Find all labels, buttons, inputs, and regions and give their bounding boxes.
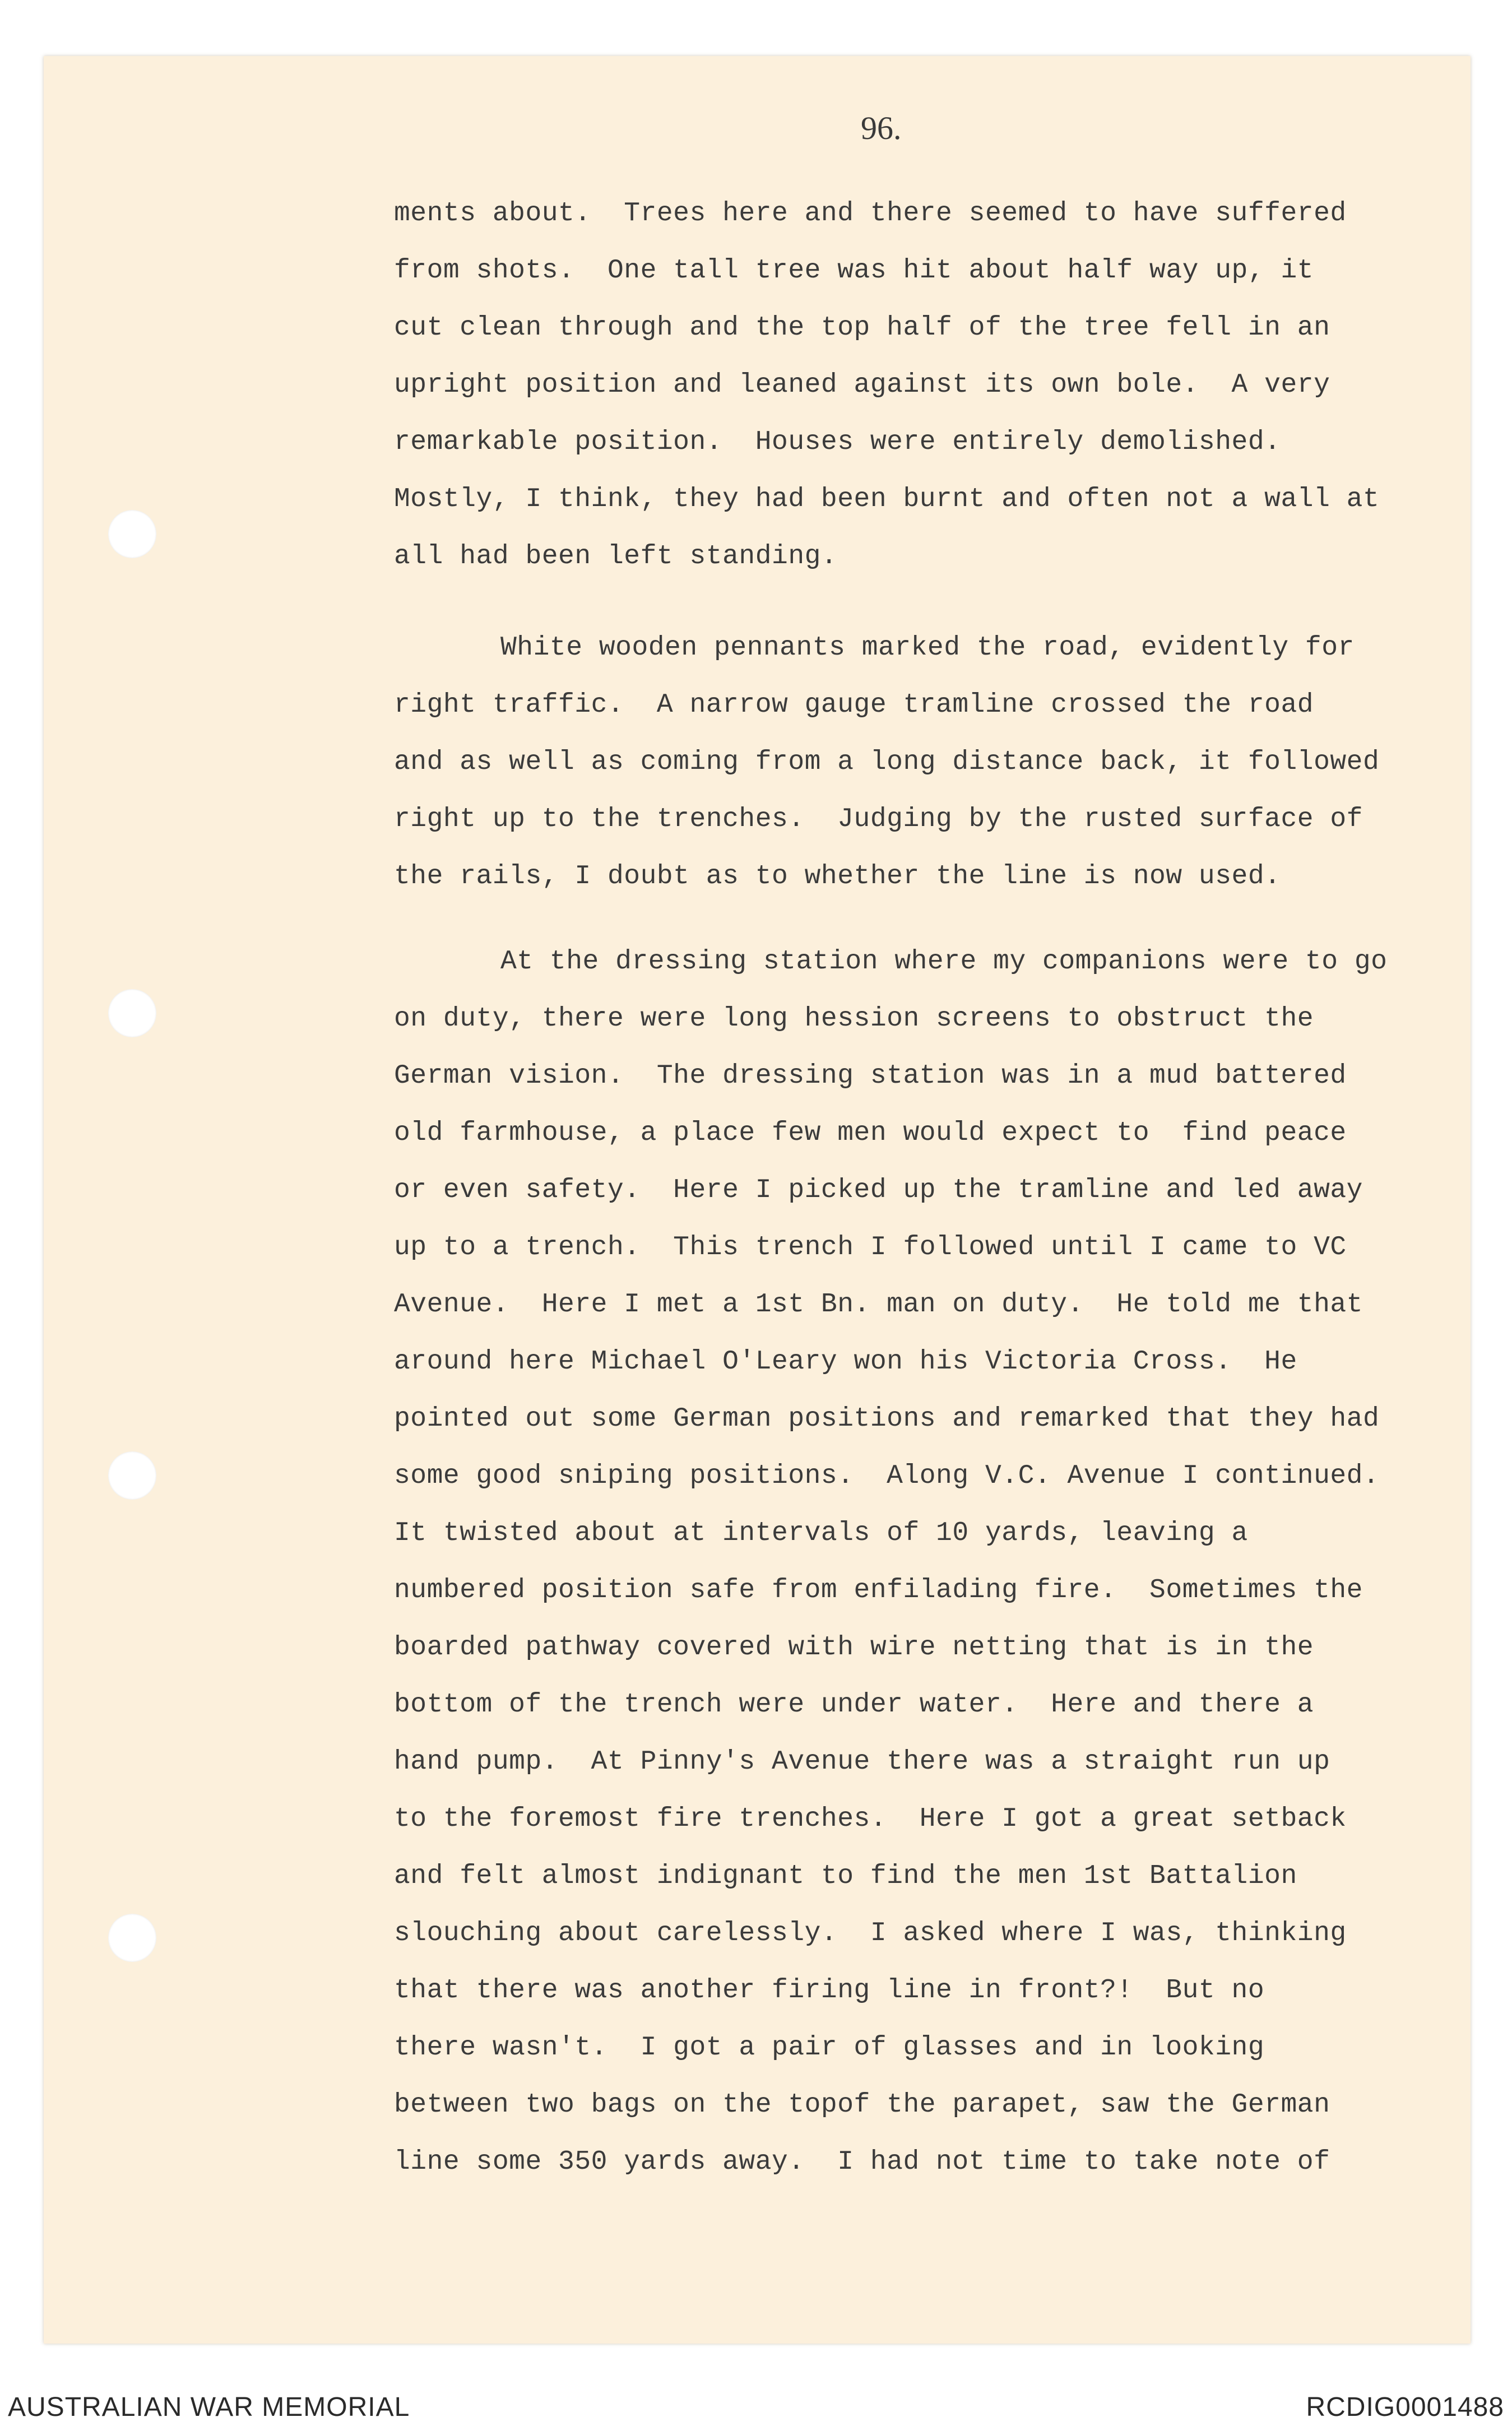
punch-hole — [108, 1914, 156, 1962]
text-line: there wasn't. I got a pair of glasses and in looking — [394, 2033, 1265, 2063]
text-line: that there was another firing line in front?! But no — [394, 1975, 1265, 2006]
paragraph-3 — [394, 933, 1459, 2191]
text-line: At the dressing station where my companions were to go — [500, 947, 1388, 977]
punch-hole — [108, 989, 156, 1037]
text-line: Mostly, I think, they had been burnt and often not a wall at — [394, 484, 1380, 514]
text-line: boarded pathway covered with wire netting that is in the — [394, 1632, 1314, 1663]
text-line: ments about. Trees here and there seemed to have suffered — [394, 198, 1347, 229]
text-line: from shots. One tall tree was hit about half way up, it — [394, 256, 1314, 286]
text-line: Avenue. Here I met a 1st Bn. man on duty. He told me that — [394, 1289, 1363, 1320]
text-line: to the foremost fire trenches. Here I got a great setback — [394, 1804, 1347, 1834]
paragraph-1 — [394, 185, 1459, 585]
text-line: between two bags on the topof the parapet, saw the German — [394, 2090, 1330, 2120]
text-line: right traffic. A narrow gauge tramline crossed the road — [394, 690, 1314, 720]
text-line: and felt almost indignant to find the men 1st Battalion — [394, 1861, 1297, 1891]
text-line: It twisted about at intervals of 10 yards, leaving a — [394, 1518, 1248, 1548]
text-line: slouching about carelessly. I asked where I was, thinking — [394, 1918, 1347, 1948]
text-line: all had been left standing. — [394, 541, 838, 572]
text-line: cut clean through and the top half of the tree fell in an — [394, 313, 1330, 343]
text-line: bottom of the trench were under water. Here and there a — [394, 1690, 1314, 1720]
text-line: numbered position safe from enfilading fire. Sometimes the — [394, 1575, 1363, 1606]
text-line: around here Michael O'Leary won his Victoria Cross. He — [394, 1347, 1297, 1377]
footer-record-id: RCDIG0001488 — [1306, 2392, 1504, 2422]
text-line: and as well as coming from a long distance back, it followed — [394, 747, 1380, 777]
footer-institution: AUSTRALIAN WAR MEMORIAL — [8, 2392, 410, 2422]
text-line: up to a trench. This trench I followed until I came to VC — [394, 1232, 1347, 1263]
text-line: pointed out some German positions and remarked that they had — [394, 1404, 1380, 1434]
paragraph-2 — [394, 619, 1459, 905]
text-line: line some 350 yards away. I had not time to take note of — [394, 2147, 1330, 2177]
text-line: right up to the trenches. Judging by the rusted surface of — [394, 804, 1363, 834]
text-line: on duty, there were long hession screens to obstruct the — [394, 1004, 1314, 1034]
text-line: the rails, I doubt as to whether the line is now used. — [394, 861, 1281, 892]
text-line: German vision. The dressing station was in a mud battered — [394, 1061, 1347, 1091]
text-line: old farmhouse, a place few men would expect to find peace — [394, 1118, 1347, 1148]
text-line: or even safety. Here I picked up the tramline and led away — [394, 1175, 1363, 1205]
punch-hole — [108, 1451, 156, 1500]
page-number: 96. — [861, 110, 902, 146]
text-line: upright position and leaned against its own bole. A very — [394, 370, 1330, 400]
text-line: remarkable position. Houses were entirely demolished. — [394, 427, 1281, 457]
text-line: hand pump. At Pinny's Avenue there was a straight run up — [394, 1747, 1330, 1777]
text-line: some good sniping positions. Along V.C. Avenue I continued. — [394, 1461, 1380, 1491]
punch-hole — [108, 510, 156, 558]
text-line: White wooden pennants marked the road, evidently for — [500, 633, 1355, 663]
